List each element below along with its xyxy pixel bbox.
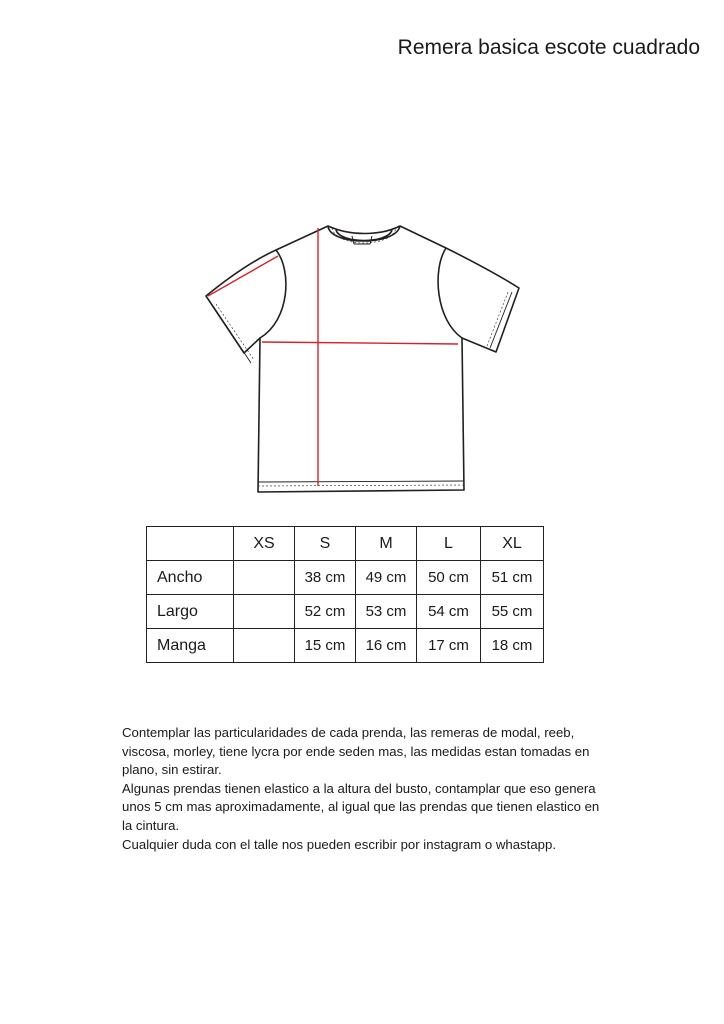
table-cell: 52 cm (295, 595, 356, 629)
size-table (146, 526, 544, 663)
table-cell: 38 cm (295, 561, 356, 595)
table-cell (234, 561, 295, 595)
table-cell: 16 cm (356, 629, 417, 663)
table-cell: 51 cm (481, 561, 544, 595)
table-cell: 53 cm (356, 595, 417, 629)
table-row (147, 629, 544, 663)
row-label-ancho: Ancho (147, 561, 234, 595)
page-title: Remera basica escote cuadrado (397, 36, 700, 59)
table-cell: 18 cm (481, 629, 544, 663)
table-row (147, 595, 544, 629)
note-paragraph: Cualquier duda con el talle nos pueden escribir por instagram o whastapp. (122, 836, 556, 852)
table-cell: 17 cm (417, 629, 481, 663)
row-label-manga: Manga (147, 629, 234, 663)
note-paragraph: Algunas prendas tienen elastico a la altura del busto, contamplar que eso genera unos 5 cm mas aproximadamente, al igual que las prendas que tienen elastico en la cintura. (122, 780, 600, 833)
note-paragraph: Contemplar las particularidades de cada prenda, las remeras de modal, reeb, viscosa, morley, tiene lycra por ende seden mas, las medidas estan tomadas en plano, sin estirar. (122, 725, 590, 778)
tshirt-icon (200, 220, 524, 496)
width-measure-line (262, 342, 458, 344)
table-cell: 15 cm (295, 629, 356, 663)
header-cell-xl: XL (481, 527, 544, 561)
header-cell-s: S (295, 527, 356, 561)
sleeve-measure-line (208, 256, 278, 296)
row-label-largo: Largo (147, 595, 234, 629)
table-cell: 50 cm (417, 561, 481, 595)
table-cell (234, 595, 295, 629)
table-row (147, 561, 544, 595)
header-cell-xs: XS (234, 527, 295, 561)
table-cell (234, 629, 295, 663)
table-cell: 54 cm (417, 595, 481, 629)
notes-block (122, 724, 612, 854)
header-cell-m: M (356, 527, 417, 561)
size-table-header (147, 527, 544, 561)
table-cell: 49 cm (356, 561, 417, 595)
header-cell-l: L (417, 527, 481, 561)
table-cell: 55 cm (481, 595, 544, 629)
header-cell-empty (147, 527, 234, 561)
